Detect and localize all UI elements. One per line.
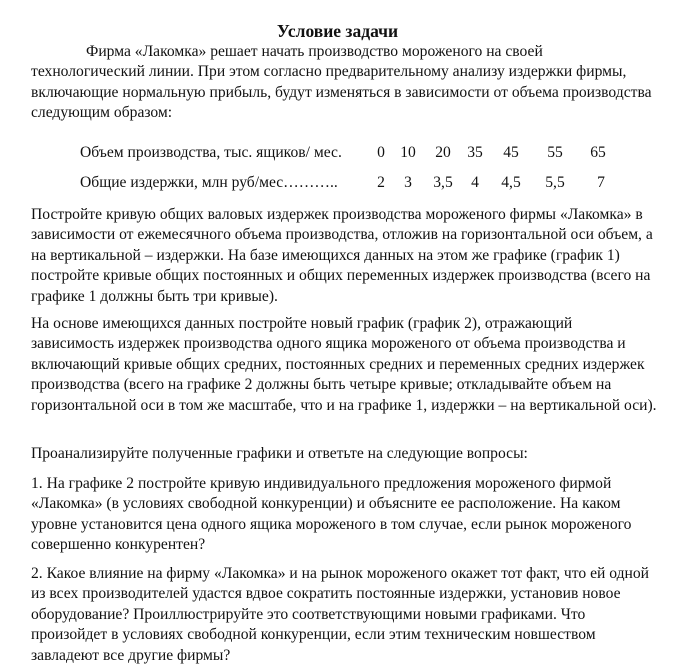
task2-paragraph: На основе имеющихся данных постройте новый график (график 2), отражающий зависимость издержек производства одного ящика мороженого от объема производства и включающий кривые общих средних, постоянных средних и переменных средних издержек производства (всего на графике 2 должны быть четыре кривые; откладывайте объем на горизонтальной оси в том же масштабе, что и на графике 1, издержки – на вертикальной оси). [31,315,657,414]
costs-value: 5,5 [545,174,565,191]
question-1: 1. На графике 2 постройте кривую индивидуального предложения мороженого фирмой «Лакомка» (в условиях свободной конкуренции) и объясните ее расположение. На каком уровне установится цена одного ящика мороженого в том случае, если рынок мороженого совершенно конкурентен? [31,475,632,554]
volume-value: 45 [503,144,519,161]
volume-row [0,142,675,164]
costs-value: 3 [404,174,412,191]
costs-value: 3,5 [433,174,453,191]
volume-label: Объем производства, тыс. ящиков/ мес. [80,144,342,161]
volume-value: 65 [590,144,606,161]
question-2: 2. Какое влияние на фирму «Лакомка» и на рынок мороженого окажет тот факт, что ей одной из всех производителей удастся вдвое сократить постоянные издержки, установив новое оборудование? Проиллюстрируйте это соответствующими новыми графиками. Что произойдет в условиях свободной конкуренции, если этим техническим новшеством завладеют все другие фирмы? [31,565,649,664]
analyze-paragraph: Проанализируйте полученные графики и ответьте на следующие вопросы: [31,445,528,462]
costs-label: Общие издержки, млн руб/мес……….. [80,174,338,191]
volume-value: 0 [377,144,385,161]
volume-value: 55 [547,144,563,161]
volume-value: 10 [400,144,416,161]
costs-value: 7 [597,174,605,191]
costs-value: 4,5 [501,174,521,191]
task1-paragraph: Постройте кривую общих валовых издержек производства мороженого фирмы «Лакомка» в зависимости от ежемесячного объема производства, отложив на горизонтальной оси объем, а на вертикальной – издержки. На базе имеющихся данных на этом же графике (график 1) постройте кривые общих постоянных и общих переменных издержек производства (всего на графике 1 должны быть три кривые). [31,206,653,305]
document-title: Условие задачи [276,21,399,41]
volume-value: 35 [467,144,483,161]
costs-row [0,172,675,194]
intro-paragraph: Фирма «Лакомка» решает начать производство мороженого на своей технологический линии. При этом согласно предварительному анализу издержки фирмы, включающие нормальную прибыль, будут изменяться в зависимости от объема производства следующим образом: [31,43,652,122]
costs-value: 4 [471,174,479,191]
volume-value: 20 [435,144,451,161]
costs-value: 2 [377,174,385,191]
